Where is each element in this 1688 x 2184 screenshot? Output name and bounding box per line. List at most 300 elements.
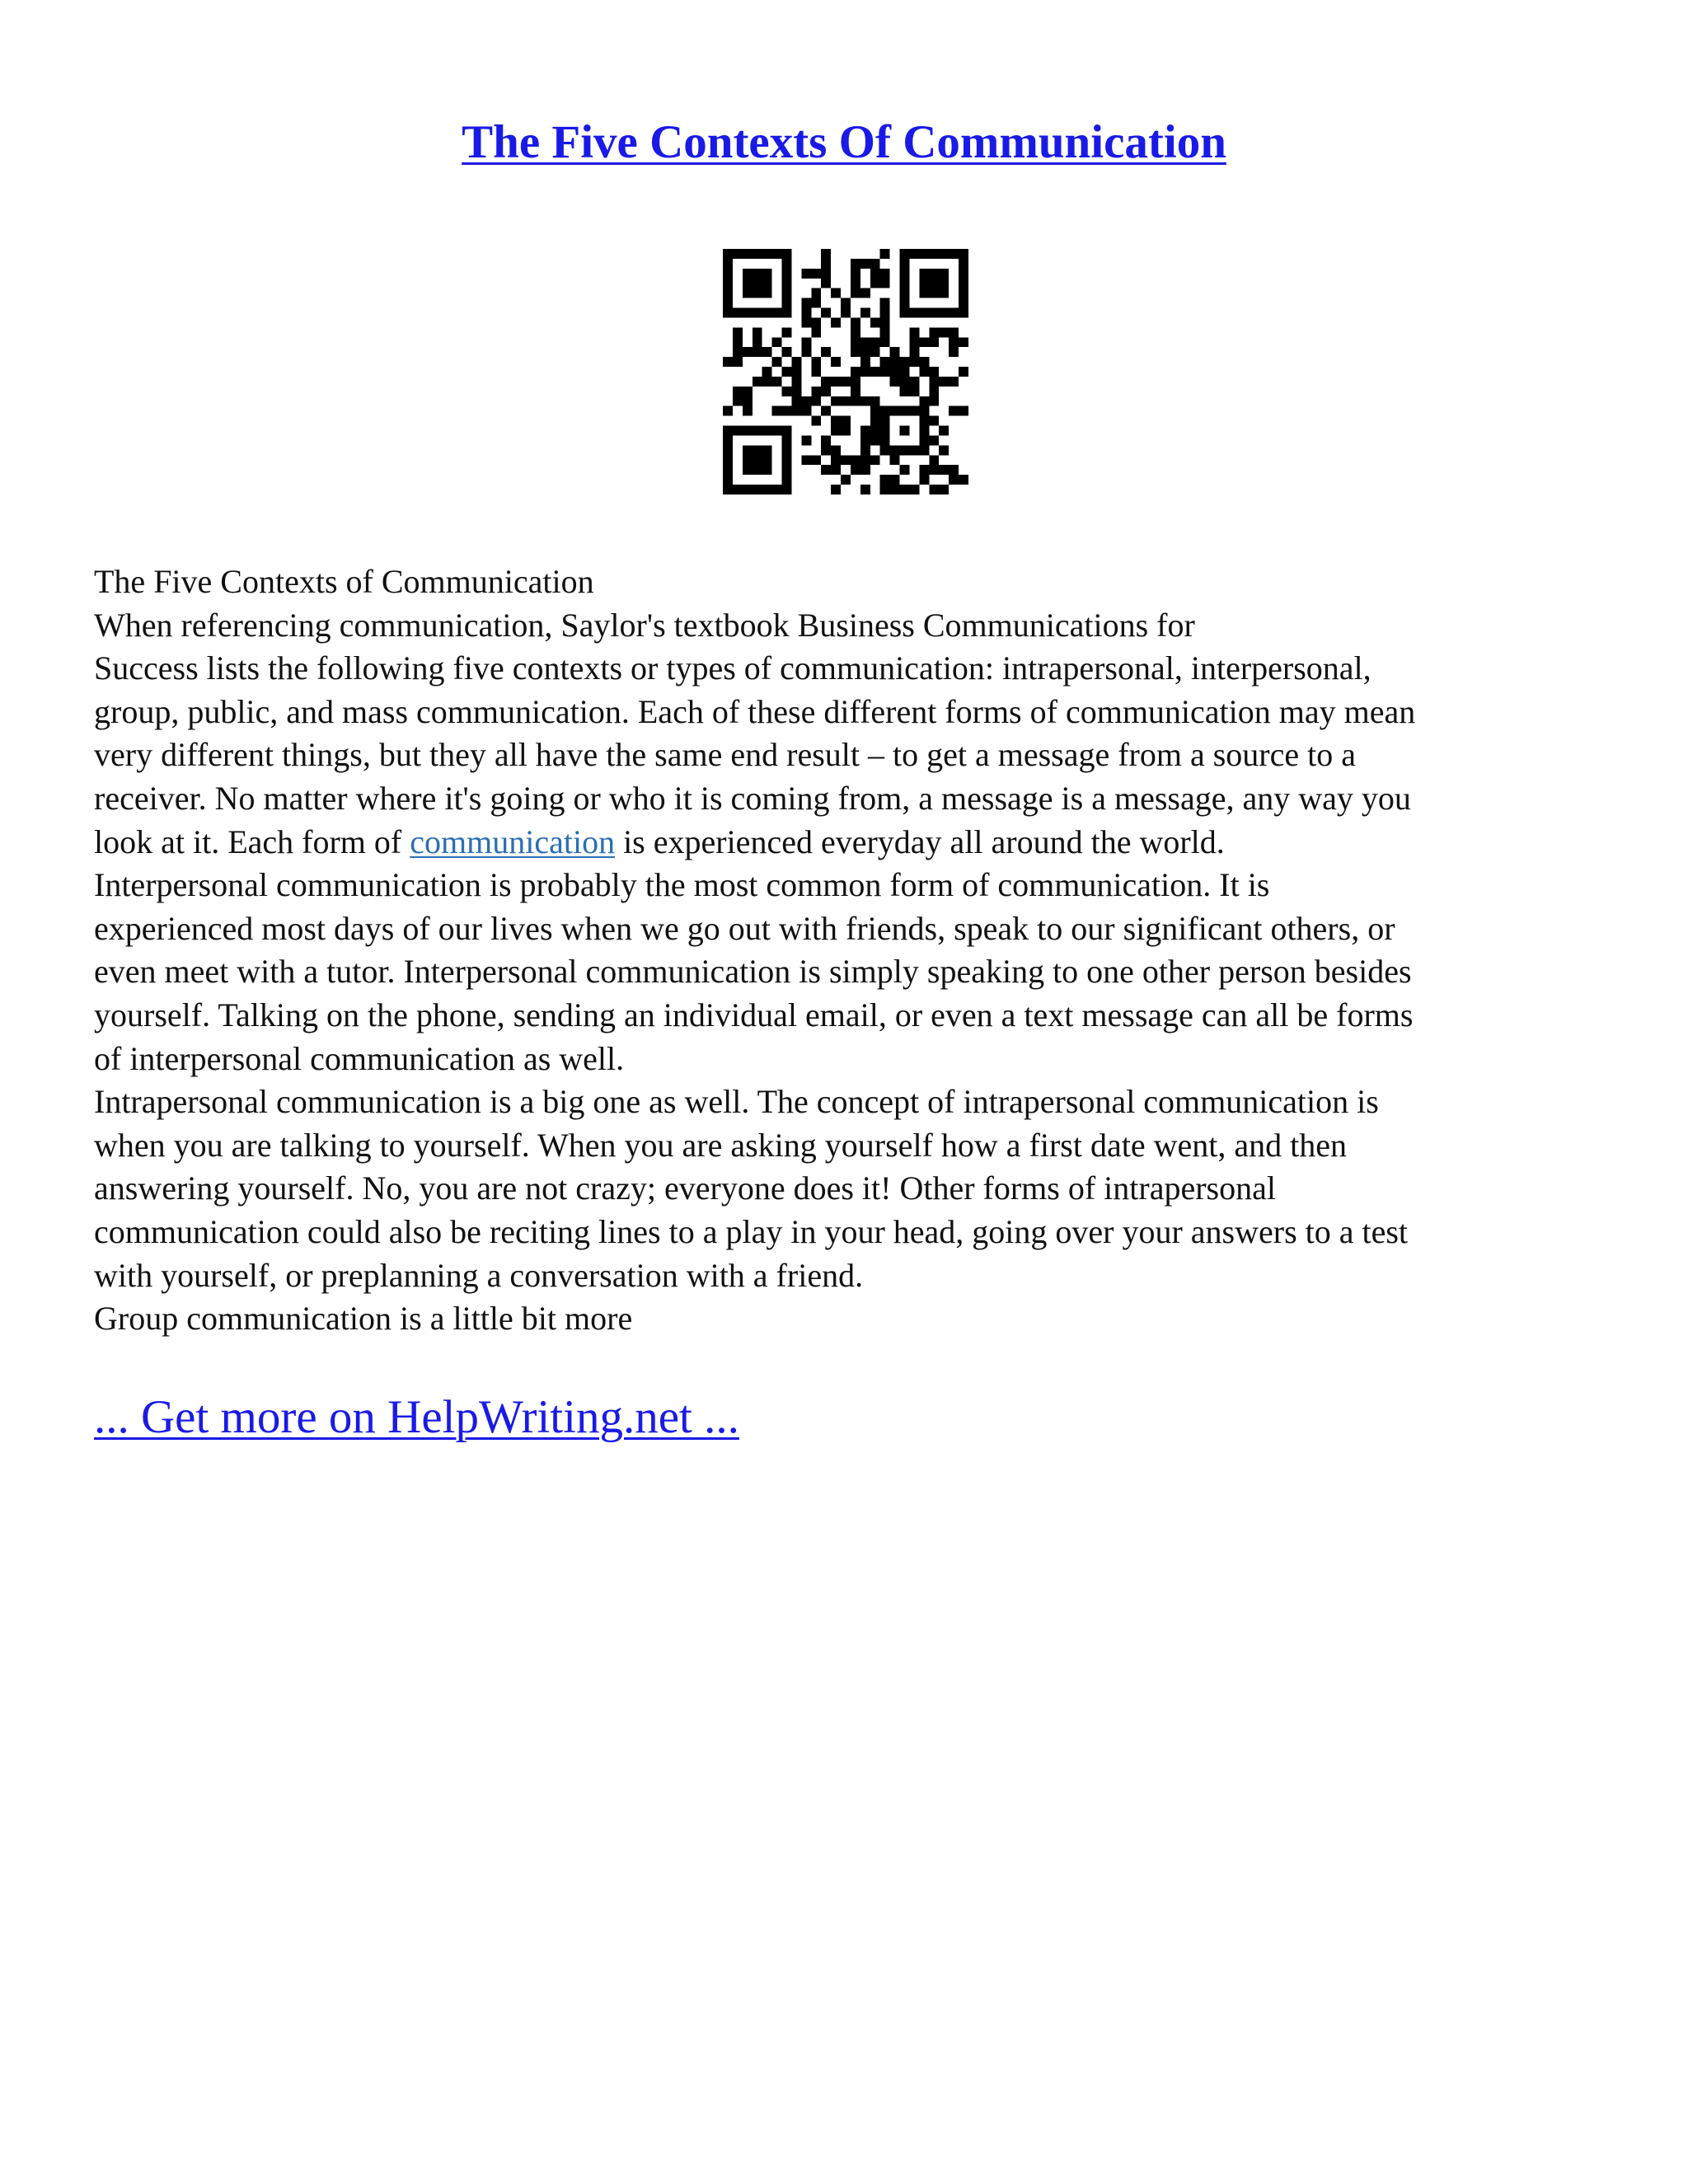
qr-module	[919, 308, 929, 318]
qr-module	[939, 279, 949, 288]
qr-module	[772, 357, 782, 367]
qr-module	[762, 445, 772, 455]
qr-module	[929, 396, 939, 406]
body-line: of interpersonal communication as well.	[94, 1039, 625, 1077]
qr-module	[870, 259, 880, 269]
qr-module	[791, 367, 801, 377]
qr-module	[851, 396, 860, 406]
qr-module	[733, 308, 743, 318]
qr-module	[753, 455, 762, 465]
qr-module	[841, 426, 851, 436]
qr-module	[801, 455, 811, 465]
qr-module	[870, 416, 880, 426]
qr-module	[811, 288, 821, 298]
qr-module	[860, 337, 870, 347]
qr-module	[772, 377, 782, 387]
qr-module	[880, 445, 890, 455]
qr-module	[959, 288, 968, 298]
qr-module	[860, 455, 870, 465]
qr-module	[929, 465, 939, 475]
qr-module	[919, 465, 929, 475]
qr-module	[831, 357, 841, 367]
qr-module	[782, 308, 792, 318]
qr-module	[900, 367, 910, 377]
qr-module	[909, 249, 919, 259]
qr-module	[949, 347, 959, 357]
body-line: receiver. No matter where it's going or who it is coming from, a message is a message, any way you	[94, 779, 1411, 817]
qr-module	[909, 327, 919, 337]
qr-module	[801, 298, 811, 308]
qr-module	[821, 259, 831, 269]
qr-module	[860, 308, 870, 318]
qr-module	[733, 485, 743, 494]
qr-module	[900, 426, 910, 436]
qr-module	[762, 426, 772, 436]
qr-module	[782, 279, 792, 288]
qr-module	[782, 249, 792, 259]
qr-module	[870, 337, 880, 347]
body-line: even meet with a tutor. Interpersonal communication is simply speaking to one other person besides	[94, 953, 1412, 991]
qr-module	[801, 396, 811, 406]
qr-module	[890, 455, 900, 465]
qr-module	[919, 445, 929, 455]
qr-module	[831, 396, 841, 406]
qr-module	[723, 357, 733, 367]
qr-module	[929, 485, 939, 494]
qr-module	[919, 249, 929, 259]
qr-module	[919, 406, 929, 416]
qr-module	[949, 377, 959, 387]
qr-module	[723, 298, 733, 308]
qr-module	[939, 426, 949, 436]
qr-module	[900, 406, 910, 416]
qr-module	[821, 435, 831, 445]
qr-module	[831, 445, 841, 455]
body-line: when you are talking to yourself. When you are asking yourself how a first date went, and then	[94, 1126, 1347, 1164]
qr-module	[851, 259, 860, 269]
qr-module	[811, 455, 821, 465]
body-line: When referencing communication, Saylor's textbook Business Communications for	[94, 606, 1195, 644]
qr-module	[831, 465, 841, 475]
qr-module	[851, 347, 860, 357]
qr-module	[870, 435, 880, 445]
qr-module	[919, 269, 929, 279]
qr-module	[782, 435, 792, 445]
body-line: group, public, and mass communication. Each of these different forms of communication may mean	[94, 692, 1416, 730]
qr-module	[821, 465, 831, 475]
qr-module	[851, 377, 860, 387]
qr-module	[880, 485, 890, 494]
qr-module	[939, 249, 949, 259]
qr-module	[841, 298, 851, 308]
qr-module	[851, 465, 860, 475]
qr-module	[841, 396, 851, 406]
qr-module	[870, 396, 880, 406]
get-more-link[interactable]: ... Get more on HelpWriting.net ...	[94, 1391, 739, 1443]
qr-module	[851, 367, 860, 377]
qr-module	[753, 426, 762, 436]
qr-module	[900, 357, 910, 367]
qr-module	[791, 377, 801, 387]
qr-module	[782, 347, 792, 357]
qr-module	[929, 288, 939, 298]
qr-module	[801, 347, 811, 357]
qr-module	[762, 249, 772, 259]
qr-module	[762, 485, 772, 494]
qr-module	[811, 298, 821, 308]
qr-module	[870, 426, 880, 436]
qr-module	[821, 387, 831, 396]
qr-module	[860, 347, 870, 357]
qr-module	[762, 367, 772, 377]
qr-module	[929, 308, 939, 318]
qr-module	[791, 357, 801, 367]
qr-module	[919, 288, 929, 298]
qr-module	[939, 288, 949, 298]
qr-module	[743, 485, 753, 494]
body-line-text: is experienced everyday all around the world.	[615, 823, 1225, 860]
qr-module	[860, 426, 870, 436]
qr-module	[959, 475, 968, 485]
qr-module	[762, 377, 772, 387]
qr-module	[929, 269, 939, 279]
qr-module	[762, 288, 772, 298]
qr-module	[791, 406, 801, 416]
qr-module	[900, 249, 910, 259]
qr-module	[723, 455, 733, 465]
qr-module	[949, 465, 959, 475]
qr-module	[939, 308, 949, 318]
qr-module	[782, 455, 792, 465]
qr-module	[860, 288, 870, 298]
qr-module	[929, 455, 939, 465]
qr-module	[733, 249, 743, 259]
body-line	[94, 821, 1611, 865]
qr-module	[919, 426, 929, 436]
qr-module	[919, 435, 929, 445]
qr-module	[851, 455, 860, 465]
qr-module	[880, 475, 890, 485]
qr-module	[743, 406, 753, 416]
qr-module	[782, 327, 792, 337]
qr-module	[959, 406, 968, 416]
qr-module	[909, 308, 919, 318]
body-line: communication could also be reciting lines to a play in your head, going over your answers to a test	[94, 1212, 1409, 1250]
qr-module	[831, 426, 841, 436]
qr-module	[733, 387, 743, 396]
qr-module	[890, 377, 900, 387]
qr-module	[762, 347, 772, 357]
qr-module	[801, 406, 811, 416]
qr-module	[880, 317, 890, 327]
qr-module	[811, 357, 821, 367]
qr-module	[743, 308, 753, 318]
qr-module	[782, 406, 792, 416]
qr-module	[929, 337, 939, 347]
qr-module	[959, 259, 968, 269]
qr-module	[851, 317, 860, 327]
qr-module	[890, 445, 900, 455]
qr-module	[939, 377, 949, 387]
qr-module	[909, 377, 919, 387]
qr-module	[909, 406, 919, 416]
qr-module	[743, 455, 753, 465]
qr-module	[851, 269, 860, 279]
qr-module	[949, 327, 959, 337]
qr-module	[821, 377, 831, 387]
qr-module	[841, 308, 851, 318]
body-line: Group communication is a little bit more	[94, 1300, 633, 1338]
qr-module	[939, 327, 949, 337]
qr-module	[929, 327, 939, 337]
qr-module	[909, 357, 919, 367]
qr-module	[880, 337, 890, 347]
qr-module	[900, 259, 910, 269]
qr-module	[723, 249, 733, 259]
qr-module	[909, 485, 919, 494]
qr-module	[919, 416, 929, 426]
qr-module	[762, 465, 772, 475]
qr-module	[743, 288, 753, 298]
qr-module	[880, 416, 890, 426]
qr-module	[831, 317, 841, 327]
qr-module	[900, 298, 910, 308]
qr-module	[841, 416, 851, 426]
qr-module	[919, 337, 929, 347]
qr-module	[949, 475, 959, 485]
qr-module	[782, 465, 792, 475]
qr-module	[753, 279, 762, 288]
qr-module	[831, 416, 841, 426]
qr-module	[811, 416, 821, 426]
qr-module	[900, 377, 910, 387]
qr-module	[753, 445, 762, 455]
qr-module	[880, 327, 890, 337]
qr-module	[831, 455, 841, 465]
qr-module	[753, 249, 762, 259]
qr-module	[772, 485, 782, 494]
qr-module	[900, 485, 910, 494]
qr-module	[811, 327, 821, 337]
qr-module	[743, 426, 753, 436]
qr-module	[929, 416, 939, 426]
qr-module	[851, 288, 860, 298]
qr-module	[851, 337, 860, 347]
qr-module	[860, 465, 870, 475]
qr-module	[860, 485, 870, 494]
qr-module	[929, 367, 939, 377]
body-line: Interpersonal communication is probably the most common form of communication. It is	[94, 866, 1270, 904]
qr-module	[841, 455, 851, 465]
qr-module	[723, 475, 733, 485]
qr-module	[791, 387, 801, 396]
qr-module	[851, 387, 860, 396]
qr-module	[743, 249, 753, 259]
qr-module	[723, 445, 733, 455]
qr-module	[900, 308, 910, 318]
qr-module	[880, 269, 890, 279]
qr-module	[801, 337, 811, 347]
qr-module	[870, 406, 880, 416]
qr-module	[949, 406, 959, 416]
qr-module	[723, 288, 733, 298]
qr-module	[821, 279, 831, 288]
qr-module	[772, 308, 782, 318]
qr-module	[939, 445, 949, 455]
qr-module	[959, 337, 968, 347]
qr-module	[723, 259, 733, 269]
qr-module	[772, 337, 782, 347]
qr-module	[909, 337, 919, 347]
body-line: Intrapersonal communication is a big one as well. The concept of intrapersonal communication is	[94, 1083, 1379, 1121]
qr-module	[890, 357, 900, 367]
qr-module	[782, 259, 792, 269]
qr-module	[753, 465, 762, 475]
qr-module	[723, 426, 733, 436]
qr-module	[860, 259, 870, 269]
qr-module	[753, 269, 762, 279]
qr-module	[919, 279, 929, 288]
qr-module	[791, 396, 801, 406]
qr-module	[733, 426, 743, 436]
body-line: very different things, but they all have the same end result – to get a message from a source to a	[94, 736, 1356, 774]
qr-module	[753, 337, 762, 347]
qr-module	[870, 279, 880, 288]
qr-module	[811, 367, 821, 377]
qr-module	[782, 298, 792, 308]
qr-module	[733, 396, 743, 406]
qr-module	[909, 445, 919, 455]
qr-module	[880, 357, 890, 367]
qr-module	[929, 435, 939, 445]
qr-module	[753, 347, 762, 357]
qr-module	[890, 406, 900, 416]
qr-module	[782, 367, 792, 377]
qr-module	[782, 269, 792, 279]
qr-module	[782, 445, 792, 455]
qr-module	[900, 465, 910, 475]
body-line: yourself. Talking on the phone, sending an individual email, or even a text message can all be forms	[94, 996, 1414, 1033]
qr-module	[753, 327, 762, 337]
qr-module	[782, 485, 792, 494]
qr-module	[782, 426, 792, 436]
qr-module	[900, 445, 910, 455]
qr-module	[782, 288, 792, 298]
qr-module	[811, 317, 821, 327]
qr-module	[900, 288, 910, 298]
qr-module	[723, 269, 733, 279]
qr-module	[743, 279, 753, 288]
qr-module	[959, 308, 968, 318]
qr-module	[821, 308, 831, 318]
qr-module	[870, 455, 880, 465]
qr-module	[821, 249, 831, 259]
communication-link[interactable]: communication	[410, 823, 616, 860]
qr-module	[880, 249, 890, 259]
qr-module	[880, 279, 890, 288]
qr-module	[743, 396, 753, 406]
qr-module	[880, 298, 890, 308]
qr-module	[782, 387, 792, 396]
qr-module	[959, 279, 968, 288]
qr-module	[811, 387, 821, 396]
qr-module	[890, 367, 900, 377]
qr-code-icon	[723, 249, 968, 494]
qr-module	[939, 269, 949, 279]
qr-module	[801, 435, 811, 445]
qr-module	[762, 455, 772, 465]
qr-module	[821, 406, 831, 416]
qr-module	[762, 308, 772, 318]
qr-module	[870, 317, 880, 327]
qr-module	[890, 485, 900, 494]
qr-module	[723, 279, 733, 288]
qr-module	[821, 269, 831, 279]
qr-module	[821, 347, 831, 357]
qr-module	[733, 337, 743, 347]
qr-module	[733, 327, 743, 337]
qr-module	[900, 387, 910, 396]
body-line: answering yourself. No, you are not crazy; everyone does it! Other forms of intrapersonal	[94, 1169, 1276, 1207]
qr-module	[831, 288, 841, 298]
qr-module	[880, 367, 890, 377]
qr-module	[801, 269, 811, 279]
body-line: The Five Contexts of Communication	[94, 563, 594, 600]
document-body	[94, 560, 1611, 1341]
qr-module	[723, 435, 733, 445]
qr-module	[939, 465, 949, 475]
qr-module	[772, 406, 782, 416]
qr-module	[753, 485, 762, 494]
body-line: Success lists the following five contexts or types of communication: intrapersonal, interpersonal,	[94, 649, 1372, 687]
qr-module	[860, 435, 870, 445]
qr-module	[831, 377, 841, 387]
qr-module	[753, 308, 762, 318]
qr-module	[890, 347, 900, 357]
qr-module	[900, 269, 910, 279]
qr-module	[743, 387, 753, 396]
qr-module	[860, 367, 870, 377]
qr-module	[762, 279, 772, 288]
qr-module	[939, 485, 949, 494]
qr-module	[929, 377, 939, 387]
qr-module	[880, 406, 890, 416]
qr-module	[753, 377, 762, 387]
body-line-text: look at it. Each form of	[94, 823, 410, 860]
qr-module	[743, 269, 753, 279]
qr-module	[929, 279, 939, 288]
qr-module	[841, 377, 851, 387]
qr-module	[909, 387, 919, 396]
qr-module	[782, 475, 792, 485]
qr-module	[723, 406, 733, 416]
qr-module	[870, 347, 880, 357]
qr-module	[831, 485, 841, 494]
qr-module	[772, 426, 782, 436]
qr-module	[880, 435, 890, 445]
qr-module	[929, 249, 939, 259]
qr-module	[772, 249, 782, 259]
title-link[interactable]: The Five Contexts Of Communication	[462, 116, 1226, 168]
qr-module	[860, 357, 870, 367]
qr-module	[949, 308, 959, 318]
qr-module	[919, 475, 929, 485]
qr-module	[929, 387, 939, 396]
qr-module	[870, 367, 880, 377]
qr-module	[909, 347, 919, 357]
qr-module	[919, 396, 929, 406]
body-line: with yourself, or preplanning a conversation with a friend.	[94, 1256, 864, 1294]
